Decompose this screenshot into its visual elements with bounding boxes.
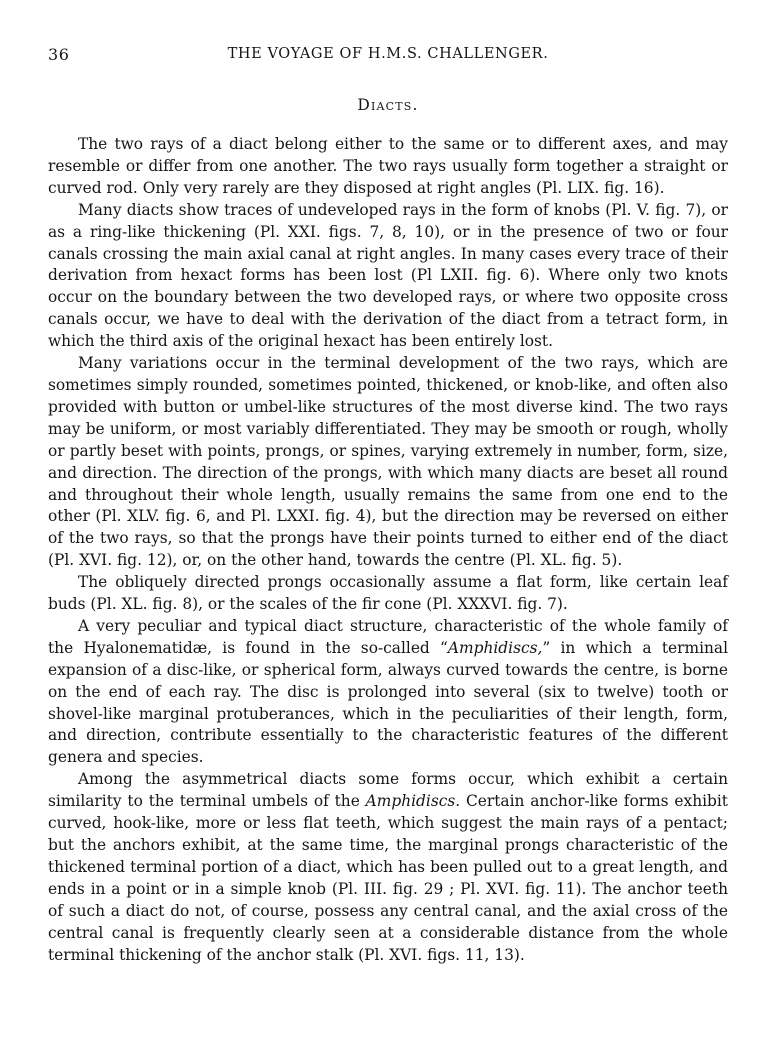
amphidiscs-term-2: Amphidiscs. [365,792,461,811]
paragraph-2: Many diacts show traces of undeveloped rays in the form of knobs (Pl. V. fig. 7), or as a ring-like thickening (Pl. XXI. figs. 7, 8, 10), or in the presence of two or four canals crossing the main axial canal at right angles. In many cases every trace of their derivation from hexact forms has been lost (Pl LXII. fig. 6). Where only two knots occur on the boundary between the two developed rays, or where two opposite cross canals occur, we have to deal with the derivation of the diact from a tetract form, in which the third axis of the original hexact has been entirely lost. [48,200,728,351]
body-text [48,134,728,966]
running-header [48,45,728,69]
paragraph-5 [48,616,728,769]
paragraph-1: The two rays of a diact belong either to the same or to different axes, and may resemble or differ from one another. The two rays usually form together a straight or curved rod. Only very rarely are they disposed at right angles (Pl. LIX. fig. 16). [48,135,728,197]
paragraph-5-text-a: A very peculiar and typical diact structure, characteristic of the whole family of the Hyalonematidæ, is found in the so-called “ [48,616,728,657]
paragraph-6-text-b: Certain anchor-like forms exhibit curved, hook-like, more or less flat teeth, which suggest the main rays of a pentact; but the anchors exhibit, at the same time, the marginal prongs characteristic of the thickened terminal portion of a diact, which has been pulled out to a great length, and ends in a point or in a simple knob (Pl. III. fig. 29 ; Pl. XVI. fig. 11). The anchor teeth of such a diact do not, of course, possess any central canal, and the axial cross of the central canal is frequently clearly seen at a considerable distance from the whole terminal thickening of the anchor stalk (Pl. XVI. figs. 11, 13). [48,792,728,964]
paragraph-4: The obliquely directed prongs occasionally assume a flat form, like certain leaf buds (Pl. XL. fig. 8), or the scales of the fir cone (Pl. XXXVI. fig. 7). [48,573,728,614]
paragraph-6 [48,769,728,966]
running-title: THE VOYAGE OF H.M.S. CHALLENGER. [227,46,549,62]
page-number: 36 [48,45,70,64]
paragraph-5-text-b: ” in which a terminal expansion of a disc-like, or spherical form, always curved towards the centre, is borne on the end of each ray. The disc is prolonged into several (six to twelve) tooth or shovel-like marginal protuberances, which in the peculiarities of their length, form, and direction, contribute essentially to the characteristic features of the different genera and species. [48,638,728,767]
paragraph-3: Many variations occur in the terminal development of the two rays, which are sometimes simply rounded, sometimes pointed, thickened, or knob-like, and often also provided with button or umbel-like structures of the most diverse kind. The two rays may be uniform, or most variably differentiated. They may be smooth or rough, wholly or partly beset with points, prongs, or spines, varying extremely in number, form, size, and direction. The direction of the prongs, with which many diacts are beset all round and throughout their whole length, usually remains the same from one end to the other (Pl. XLV. fig. 6, and Pl. LXXI. fig. 4), but the direction may be reversed on either of the two rays, so that the prongs have their points turned to either end of the diact (Pl. XVI. fig. 12), or, on the other hand, towards the centre (Pl. XL. fig. 5). [48,354,728,570]
section-title: Diacts. [357,96,419,114]
amphidiscs-term: Amphidiscs, [447,638,543,657]
paragraph-6-text-a: Among the asymmetrical diacts some forms occur, which exhibit a certain similarity to the terminal umbels of the [48,770,728,811]
